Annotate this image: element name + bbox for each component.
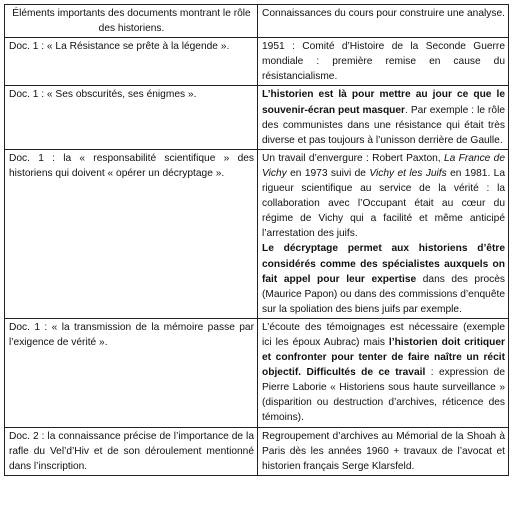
row-2-knowledge-cell (258, 86, 509, 149)
row-4-document-cell: Doc. 1 : « la transmission de la mémoire passe par l’exigence de vérité ». (5, 318, 258, 427)
book-title-la-france-de-vichy: La France de Vichy (262, 152, 505, 179)
row-1-document-cell: Doc. 1 : « La Résistance se prête à la légende ». (5, 38, 258, 86)
row-3-example-text: dans des procès (Maurice Papon) ou dans des commissions d’enquête sur la spoliation des biens juifs par exemple. (262, 273, 505, 315)
row-5-knowledge-text: Regroupement d’archives au Mémorial de la Shoah à Paris dès les années 1960 + travaux de l’avocat et historien français Serge Klarsfeld. (262, 430, 505, 472)
row-3-knowledge-cell (258, 149, 509, 318)
row-4-bold-statement: l’historien doit critiquer et confronter pour tenter de faire naître un récit objectif. Difficultés de ce travail (262, 336, 505, 379)
row-3-paragraph-2 (262, 241, 505, 316)
row-3-intro-text: Un travail d’envergure : Robert Paxton, (262, 152, 444, 164)
row-4-text-2: : expression de Pierre Laborie « Historiens sous haute surveillance » (disparition ou destruction d’archives, réticence des témoins). (262, 367, 506, 424)
header-documents: Éléments importants des documents montrant le rôle des historiens. (5, 5, 258, 38)
table-row (5, 149, 509, 318)
row-3-bold-statement: Le décryptage permet aux historiens d’être considérés comme des spécialistes auxquels on fait appel pour leur expertise (262, 243, 505, 285)
table-row (5, 427, 509, 475)
row-4-knowledge-cell (258, 318, 509, 427)
document-table-container (4, 4, 509, 476)
table-row (5, 86, 509, 149)
row-3-paragraph-1 (262, 151, 505, 242)
row-4-text-1: L’écoute des témoignages est nécessaire (exemple ici les époux Aubrac) mais (262, 321, 505, 348)
table-row (5, 38, 509, 86)
row-3-mid-text: en 1973 suivi de (286, 167, 370, 179)
row-2-document-cell: Doc. 1 : « Ses obscurités, ses énigmes ». (5, 86, 258, 149)
row-2-bold-statement: L’historien est là pour mettre au jour ce que le souvenir-écran peut masquer (262, 89, 505, 116)
row-3-document-cell: Doc. 1 : la « responsabilité scientifique » des historiens qui doivent « opérer un décryptage ». (5, 149, 258, 318)
header-row (5, 5, 509, 38)
analysis-table (4, 4, 509, 476)
row-1-knowledge-text: 1951 : Comité d’Histoire de la Seconde Guerre mondiale : première remise en cause du résistancialisme. (262, 41, 505, 83)
row-3-rest-text: en 1981. La rigueur scientifique au service de la vérité : la collaboration avec l’Occupant était au cœur du régime de Vichy qui a facilité et même anticipé l’arrestation des juifs. (262, 167, 506, 240)
row-1-knowledge-cell (258, 38, 509, 86)
book-title-vichy-et-les-juifs: Vichy et les Juifs (369, 167, 447, 179)
row-5-document-cell: Doc. 2 : la connaissance précise de l’importance de la rafle du Vel’d’Hiv et de son déroulement mentionné dans l’inscription. (5, 427, 258, 475)
header-course-knowledge: Connaissances du cours pour construire une analyse. (258, 5, 509, 38)
row-5-knowledge-cell (258, 427, 509, 475)
table-row (5, 318, 509, 427)
row-2-example-text: . Par exemple : le rôle des communistes dans une résistance qui était très diverse et pas toujours à l’unisson derrière de Gaulle. (262, 104, 506, 146)
